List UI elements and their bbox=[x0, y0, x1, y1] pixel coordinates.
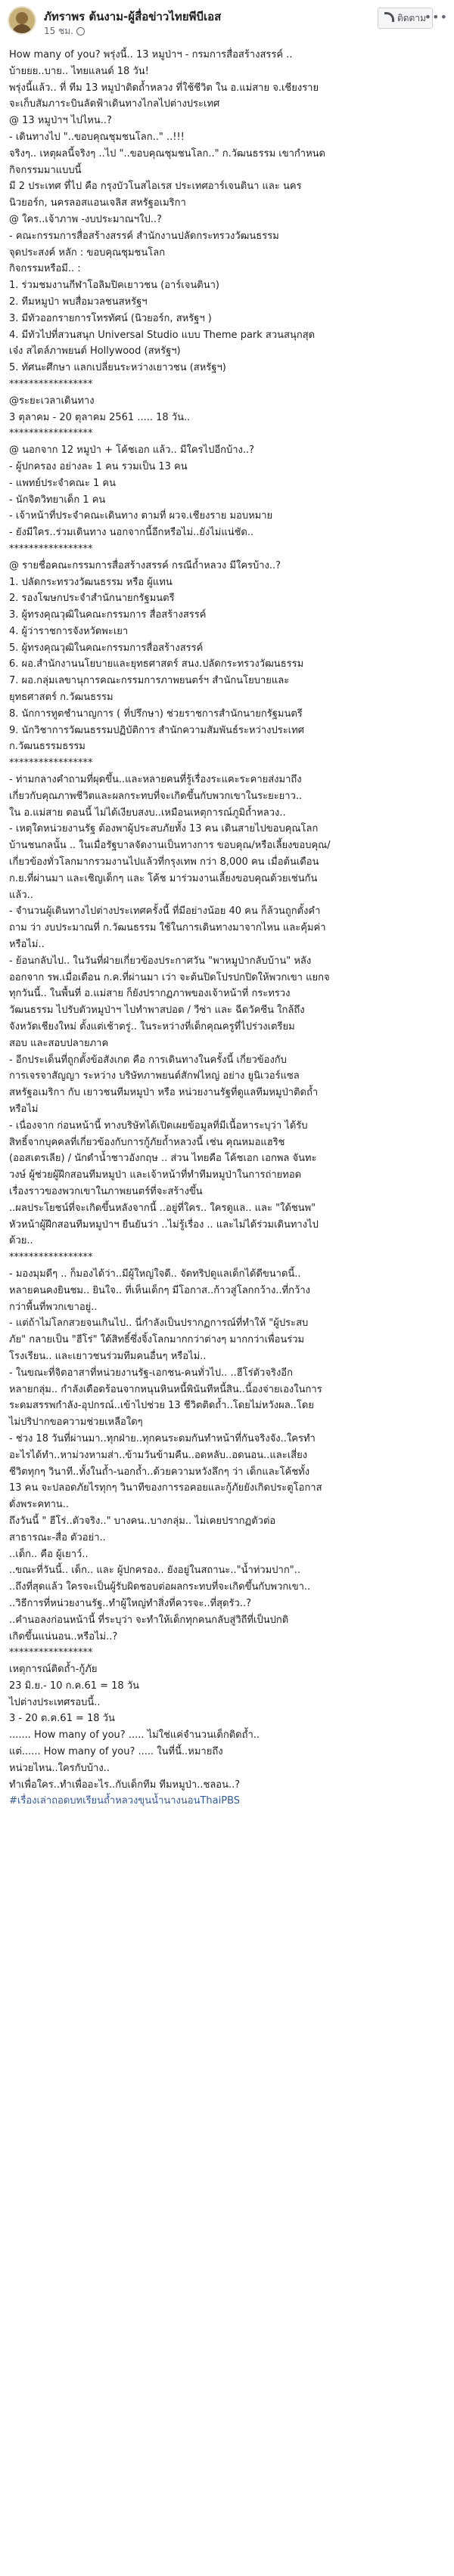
globe-icon bbox=[76, 27, 85, 36]
author-name[interactable]: ภัทราพร ต้นงาม-ผู้สื่อข่าวไทยพีบีเอส bbox=[44, 10, 222, 23]
post-header bbox=[0, 0, 454, 47]
post-body bbox=[0, 47, 454, 1810]
post-meta bbox=[44, 24, 85, 39]
more-options-icon[interactable]: ••• bbox=[424, 10, 448, 24]
rss-icon bbox=[384, 12, 394, 22]
avatar-face bbox=[16, 12, 28, 24]
avatar-body bbox=[12, 24, 32, 35]
post-time[interactable]: 15 ชม. bbox=[44, 26, 73, 36]
post-hashtag[interactable]: #เรื่องเล่าถอดบทเรียนถ้ำหลวงขุนน้ำนางนอนThaiPBS bbox=[9, 1795, 241, 1807]
follow-label: ติดตาม bbox=[396, 13, 426, 23]
author-avatar[interactable] bbox=[8, 6, 36, 35]
post-body-text: How many of you? พรุ่งนี้.. 13 หมูป่าฯ - กรมการสื่อสร้างสรรค์ .. บ้ายยย..บาย.. ไทยแลนด์ 18 วัน! พรุ่งนี้แล้ว.. ที่ ทีม 13 หมูป่าติดถ้ำหลวง ที่ใช้ชีวิต ใน อ.แม่สาย จ.เชียงราย จะเก็บสัมภาระบินลัดฟ้าเดินทางไกลไปต่างประเทศ @ 13 หมูป่าฯ ไปไหน..? - เดินทางไป "..ขอบคุณชุมชนโลก.." ..!!! จริงๆ.. เหตุผลนี้จริงๆ ..ไป "..ขอบคุณชุมชนโลก.." ก.วัฒนธรรม เขากำหนด กิจกรรมมาแบบนี้ มี 2 ประเทศ ที่ไป คือ กรุงบัวโนสไอเรส ประเทศอาร์เจนตินา และ นคร นิวยอร์ก, นครลอสแอนเจลิส สหรัฐอเมริกา @ ใคร..เจ้าภาพ -งบประมาณฯใป..? - คณะกรรมการสื่อสร้างสรรค์ สำนักงานปลัดกระทรวงวัฒนธรรม จุดประสงค์ หลัก : ขอบคุณชุมชนโลก กิจกรรมหรือมี.. : 1. ร่วมชมงานกีฬาโอลิมปิคเยาวชน (อาร์เจนตินา) 2. ทีมหมูป่า พบสื่อมวลชนสหรัฐฯ 3. มีทัวออกรายการโทรทัศน์ (นิวยอร์ก, สหรัฐฯ ) 4. มีทัวไปที่สวนสนุก Universal Studio แบบ Theme park สวนสนุกสุด เจ๋ง สไตล์ภาพยนต์ Hollywood (สหรัฐฯ) 5. ทัศนะศึกษา แลกเปลี่ยนระหว่างเยาวชน (สหรัฐฯ) ***************** @ระยะเวลาเดินทาง 3 ตุลาคม - 20 ตุลาคม 2561 ..... 18 วัน.. ***************** @ นอกจาก 12 หมูป่า + โค้ชเอก แล้ว.. มีใครไปอีกบ้าง..? - ผู้ปกครอง อย่างละ 1 คน รวมเป็น 13 คน - แพทย์ประจำคณะ 1 คน - นักจิตวิทยาเด็ก 1 คน - เจ้าหน้าที่ประจำคณะเดินทาง ตามที่ ผวจ.เชียงราย มอบหมาย - ยังมีใคร..ร่วมเดินทาง นอกจากนี้อีกหรือไม่..ยังไม่แน่ชัด.. ***************** @ รายชื่อคณะกรรมการสื่อสร้างสรรค์ กรณีถ้ำหลวง มีใครบ้าง..? 1. ปลัดกระทรวงวัฒนธรรม หรือ ผู้แทน 2. รองโฆษกประจำสำนักนายกรัฐมนตรี 3. ผู้ทรงคุณวุฒิในคณะกรรมการ สื่อสร้างสรรค์ 4. ผู้ว่าราชการจังหวัดพะเยา 5. ผู้ทรงคุณวุฒิในคณะกรรมการสื่อสร้างสรรค์ 6. ผอ.สำนักงานนโยบายและยุทธศาสตร์ สนง.ปลัดกระทรวงวัฒนธรรม 7. ผอ.กลุ่มเลขานุการคณะกรรมการภาพยนตร์ฯ สำนักนโยบายและ ยุทธศาสตร์ ก.วัฒนธรรม 8. นักการทูตชำนาญการ ( ที่ปรึกษา) ช่วยราชการสำนักนายกรัฐมนตรี 9. นักวิชาการวัฒนธรรมปฏิบัติการ สำนักความสัมพันธ์ระหว่างประเทศ ก.วัฒนธรรมธรรม ***************** - ท่ามกลางคำถามที่ผุดขึ้น..และหลายคนที่รู้เรื่องระแคะระคายส่งมาถึง เกี่ยวกับคุณภาพชีวิตและผลกระทบที่จะเกิดขึ้นกับพวกเขาในระยะยาว.. ใน อ.แม่สาย ตอนนี้ ไม่ได้เงียบสงบ..เหมือนเหตุการณ์ภูมิถ้ำหลวง.. - เหตุใดหน่วยงานรัฐ ต้องพาผู้ประสบภัยทั้ง 13 คน เดินสายไปขอบคุณโลก บ้านชนกลนั้น .. ในเมื่อรัฐบาลจัดงานเป็นทางการ ขอบคุณ/หรือเลี้ยงขอบคุณ/ เกี่ยวข้องทั่วโลกมากรวมงานไปแล้วที่กรุงเทพ กว่า 8,000 คน เมื่อต้นเดือน ก.ย.ที่ผ่านมา และเชิญเด็กๆ และ โค้ช มาร่วมงานเลี้ยงขอบคุณด้วยเช่นกัน แล้ว.. - จำนวนผู้เดินทางไปต่างประเทศครั้งนี้ ที่มีอย่างน้อย 40 คน ก็ล้วนถูกตั้งคำ ถาม ว่า งบประมาณที่ ก.วัฒนธรรม ใช้ในการเดินทางมาจากไหน และคุ้มค่า หรือไม่.. - ย้อนกลับไป.. ในวันที่ฝ่ายเกี่ยวข้องประกาศวัน "พาหมูป่ากลับบ้าน" หลัง ออกจาก รพ.เมื่อเดือน ก.ค.ที่ผ่านมา เว่า จะต้นปิดโปรปกปิดให้พวกเขา แยกจ ทุกวันนี้.. ในพื้นที่ อ.แม่สาย ก็ยังปรากฏภาพของเจ้าหน้าที่ กระทรวง วัฒนธรรม ไปรับตัวหมูป่าฯ ไปทำพาสปอต / วีซ่า และ ฉีดวัคซีน ใกล้ถึง จังหวัดเชียงใหม่ ตั้งแต่เช้าตรู่.. ในระหว่างที่เด็กคุณครูที่ไปร่วงเตรียม สอบ และสอบปลายภาค - อีกประเด็นที่ถูกตั้งข้อสังเกต คือ การเดินทางในครั้งนี้ เกี่ยวข้องกับ การเจรจาสัญญา ระหว่าง บริษัทภาพยนต์สักฟไหญ่ อย่าง ยูนิเวอร์แซล สหรัฐอเมริกา กับ เยาวชนทีมหมูป่า หรือ หน่วยงานรัฐที่ดูแลทีมหมูป่าติดถ้ำ หรือไม่ - เนื่องจาก ก่อนหน้านี้ ทางบริษัทได้เปิดเผยข้อมูลที่มีเนื้อหาระบุว่า ได้รับ สิทธิ์จากบุคคลที่เกี่ยวข้องกับการกู้ภัยถ้ำหลวงนี้ เช่น คุณหมอแฮริช (ออสเตรเลีย) / นักดำน้ำชาวอังกฤษ .. ส่วน ไทยคือ โค้ชเอก เอกพล จันทะ วงษ์ ผู้ช่วยผู้ฝึกสอนทีมหมูป่า และเจ้าหน้าที่ทำทีมหมูป่าในการถ่ายทอด เรื่องราวของพวกเขาในภาพยนตร์ที่จะสร้างขึ้น ..ผลประโยชน์ที่จะเกิดขึ้นหลังจากนี้ ..อยู่ที่ใคร.. ใครดูแล.. และ "ใด้ชนพ" หัวหน้าผู้ฝึกสอนทีมหมูป่าฯ ยืนยันว่า ..ไม่รู้เรื่อง .. และไม่ได้ร่วมเดินทางไป ด้วย.. ***************** - มองมุมดีๆ .. ก็มองได้ว่า..มีผู้ใหญ่ใจดี.. จัดทริปดูแลเด็กได้ดีขนาดนี้.. หลายคนคงยินชม.. ยินใจ.. ที่เห็นเด็กๆ มีโอกาส..ก้าวสู่โลกกว้าง..ที่กว้าง กว่าพื้นที่พวกเขาอยู่.. - แต่ถ้าไม่โลกสวยจนเกินไป.. นี่กำลังเป็นปรากฏการณ์ที่ทำให้ "ผู้ประสบ ภัย" กลายเป็น "ฮีโร่" ใด้สิทธิ์ซึ่งจิ้งโลกมากกว่าต่างๆ มากกว่าเพื่อนร่วม โรงเรียน.. และเยาวชนร่วมทีมคนอื่นๆ หรือไม่.. - ในขณะที่จิตอาสาที่หน่วยงานรัฐ-เอกชน-คนทั่วไป.. ..ฮีโร่ตัวจริงอีก หลายกลุ่ม.. กำลังเดือดร้อนจากหนุนหินหนี้พินันทีหนี้สิน..นี้องจ่ายเองในการ ระดมสรรพกำลัง-อุปกรณ์..เข้าไปช่วย 13 ชีวิตติดถ้ำ..โดยไม่หวังผล..โดย ไม่ปริปากขอความช่วยเหลือใดๆ - ช่วง 18 วันที่ผ่านมา..ทุกฝ่าย..ทุกคนระดมกันทำหน้าที่กันจริงจัง..ใครทำ อะไรได้ทำ..หาม่วงหามส่า..ข้ามวันข้ามคืน..อดหลับ..อดนอน..และเสี่ยง ชีวิตทุกๆ วินาที..ทั้งในถ้ำ-นอกถ้ำ..ด้วยความหวังลึกๆ ว่า เด็กและโค้ชทั้ง 13 คน จะปลอดภัยไรทุกๆ วินาทีของการรอคอยและกู้ภัยยังเกิดประตูโอกาส ดั่งพระคทาน.. ถึงวันนี้ " ฮีโร่..ตัวจริง.." บางคน..บางกลุ่ม.. ไม่เคยปรากฏตัวต่อ สาธารณะ-สื่อ ตัวอย่า.. ..เด็ก.. คือ ผู้เยาว์.. ..ขณะที่วันนี้.. เด็ก.. และ ผู้ปกครอง.. ยังอยู่ในสถานะ.."น้ำท่วมปาก".. ..ถึงที่สุดแล้ว ใครจะเป็นผู้รับผิดชอบต่อผลกระทบที่จะเกิดขึ้นกับพวกเขา.. ..วิธีการที่หน่วยงานรัฐ..ทำผู้ใหญ่ทำสิ่งที่ควรจะ..ที่สุดรัว..? ..คำนอลงก่อนหน้านี้ ที่ระบุว่า จะทำให้เด็กทุกคนกลับสู่วิถีที่เป็นปกติ เกิดขึ้นแน่นอน..หรือไม่..? ***************** เหตุการณ์ติดถ้ำ-กู้ภัย 23 มิ.ย.- 10 ก.ค.61 = 18 วัน ไปต่างประเทศรอบนี้.. 3 - 20 ต.ค.61 = 18 วัน ....... How many of you? ..... ไม่ใช่แค่จำนวนเด็กติดถ้ำ.. แต่...... How many of you? ..... ในที่นี้..หมายถึง หน่วยไหน..ใครกับบ้าง.. ทำเพื่อใคร..ทำเพื่ออะไร..กับเด็กทีม ทีมหมูป่า..ชลอน..? bbox=[9, 49, 331, 1791]
